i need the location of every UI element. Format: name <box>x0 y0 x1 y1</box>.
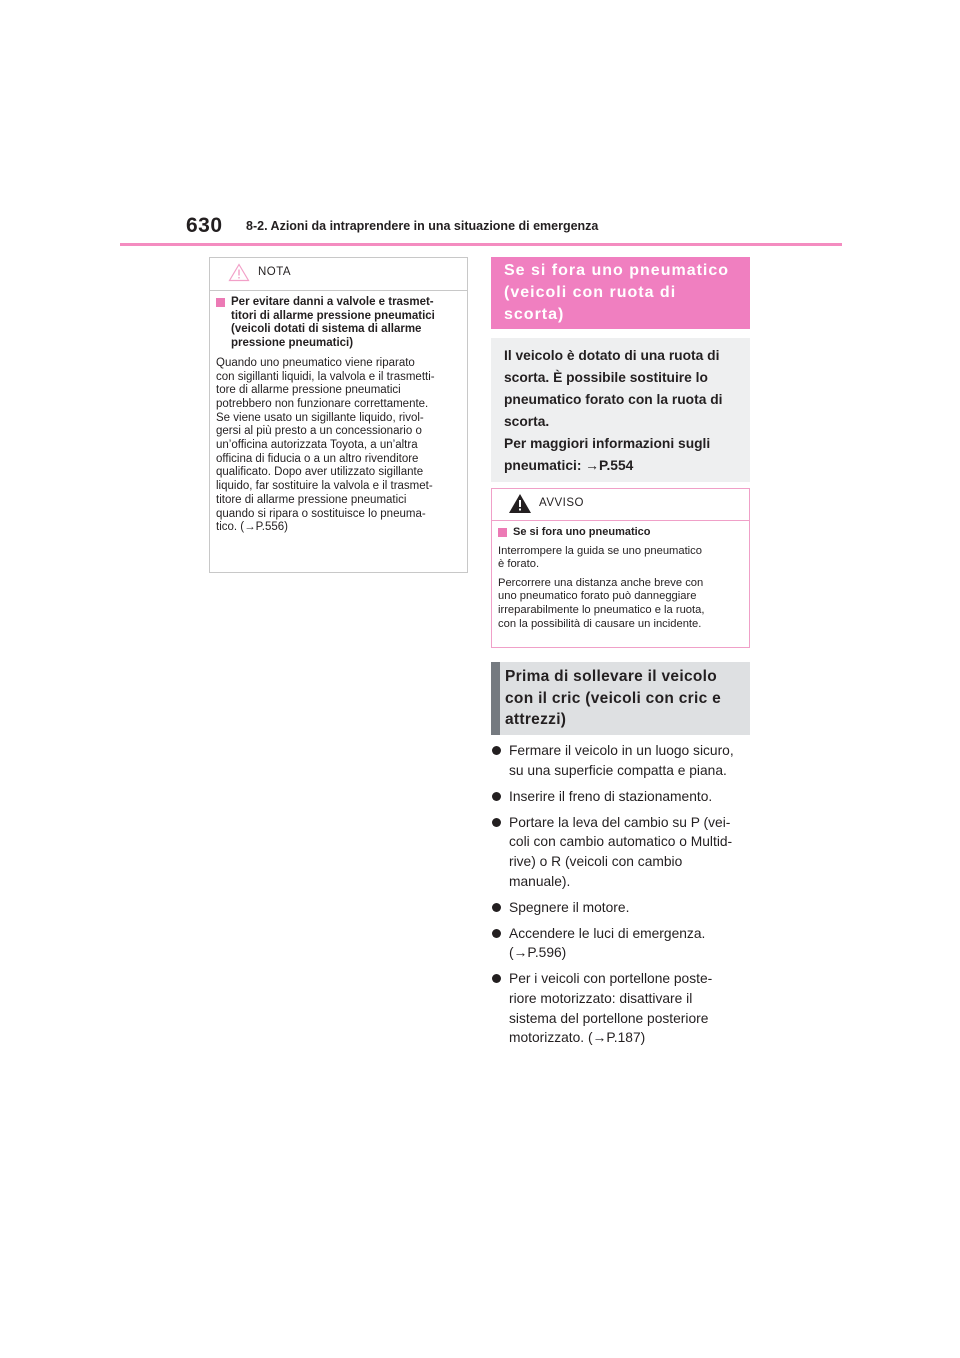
avviso-header <box>492 489 749 521</box>
header-rule <box>120 243 842 246</box>
warning-filled-icon <box>508 493 532 514</box>
section-title: 8-2. Azioni da intraprendere in una situazione di emergenza <box>246 219 599 233</box>
list-item: Spegnere il motore. <box>491 898 756 918</box>
avviso-box <box>491 488 750 648</box>
list-item: Portare la leva del cambio su P (vei- coli con cambio automatico o Multid- rive) o R (veicoli con cambio manuale). <box>491 813 756 891</box>
list-item: Inserire il freno di stazionamento. <box>491 787 756 807</box>
avviso-paragraph-1: Interrompere la guida se uno pneumatico è forato. <box>498 544 702 571</box>
square-bullet-icon <box>498 528 507 537</box>
heading-bar <box>491 662 500 735</box>
jack-heading: Prima di sollevare il veicolo con il cric (veicoli con cric e attrezzi) <box>491 662 750 735</box>
page-number: 630 <box>186 214 223 237</box>
bullet-dot-icon <box>492 929 501 938</box>
avviso-label: AVVISO <box>539 497 584 509</box>
page-link-596[interactable]: (→P.596) <box>509 945 567 961</box>
nota-paragraph: Quando uno pneumatico viene riparato con sigillanti liquidi, la valvola e il trasmetti- tore di allarme pressione pneumatici potrebbero non funzionare correttamente. Se viene usato un sigillante liquido, rivol- gersi al più presto a un concessionario o un’officina autorizzata Toyota, a un’altra officina di fiducia o a un altro rivenditore qualificato. Dopo aver utilizzato sigillante liquido, far sostituire la valvola e il trasmet- titore di allarme pressione pneumatici quando si ripara o sostituisce lo pneuma- tico. (→P.556) <box>216 357 461 535</box>
flat-tire-heading: Se si fora uno pneumatico (veicoli con ruota di scorta) <box>491 257 750 329</box>
nota-header <box>210 258 467 291</box>
page-link-187[interactable]: motorizzato. (→P.187) <box>509 1030 646 1046</box>
bullet-dot-icon <box>492 818 501 827</box>
avviso-paragraph-2: Percorrere una distanza anche breve con uno pneumatico forato può danneggiare irreparabilmente lo pneumatico e la ruota, con la possibilità di causare un incidente. <box>498 576 705 630</box>
intro-box: Il veicolo è dotato di una ruota di scorta. È possibile sostituire lo pneumatico forato con la ruota di scorta. Per maggiori informazioni sugli pneumatici: →P.554 <box>491 338 750 482</box>
nota-heading: Per evitare danni a valvole e trasmet- titori di allarme pressione pneumatici (veicoli dotati di sistema di allarme pressione pneumatici) <box>216 296 461 351</box>
steps-list <box>491 741 756 1054</box>
page-link-556[interactable]: tico. (→P.556) <box>216 521 289 534</box>
avviso-heading: Se si fora uno pneumatico <box>498 526 743 540</box>
bullet-dot-icon <box>492 903 501 912</box>
page-link-554[interactable]: pneumatici: →P.554 <box>504 458 634 473</box>
bullet-dot-icon <box>492 746 501 755</box>
nota-box <box>209 257 468 573</box>
nota-label: NOTA <box>258 266 292 278</box>
bullet-dot-icon <box>492 792 501 801</box>
warning-outline-icon <box>228 263 250 282</box>
list-item: Fermare il veicolo in un luogo sicuro, su una superficie compatta e piana. <box>491 741 756 780</box>
list-item: Per i veicoli con portellone poste- riore motorizzato: disattivare il sistema del portellone posteriore motorizzato. (→P.187) <box>491 969 756 1047</box>
list-item: Accendere le luci di emergenza. (→P.596) <box>491 924 756 963</box>
square-bullet-icon <box>216 298 225 307</box>
bullet-dot-icon <box>492 974 501 983</box>
